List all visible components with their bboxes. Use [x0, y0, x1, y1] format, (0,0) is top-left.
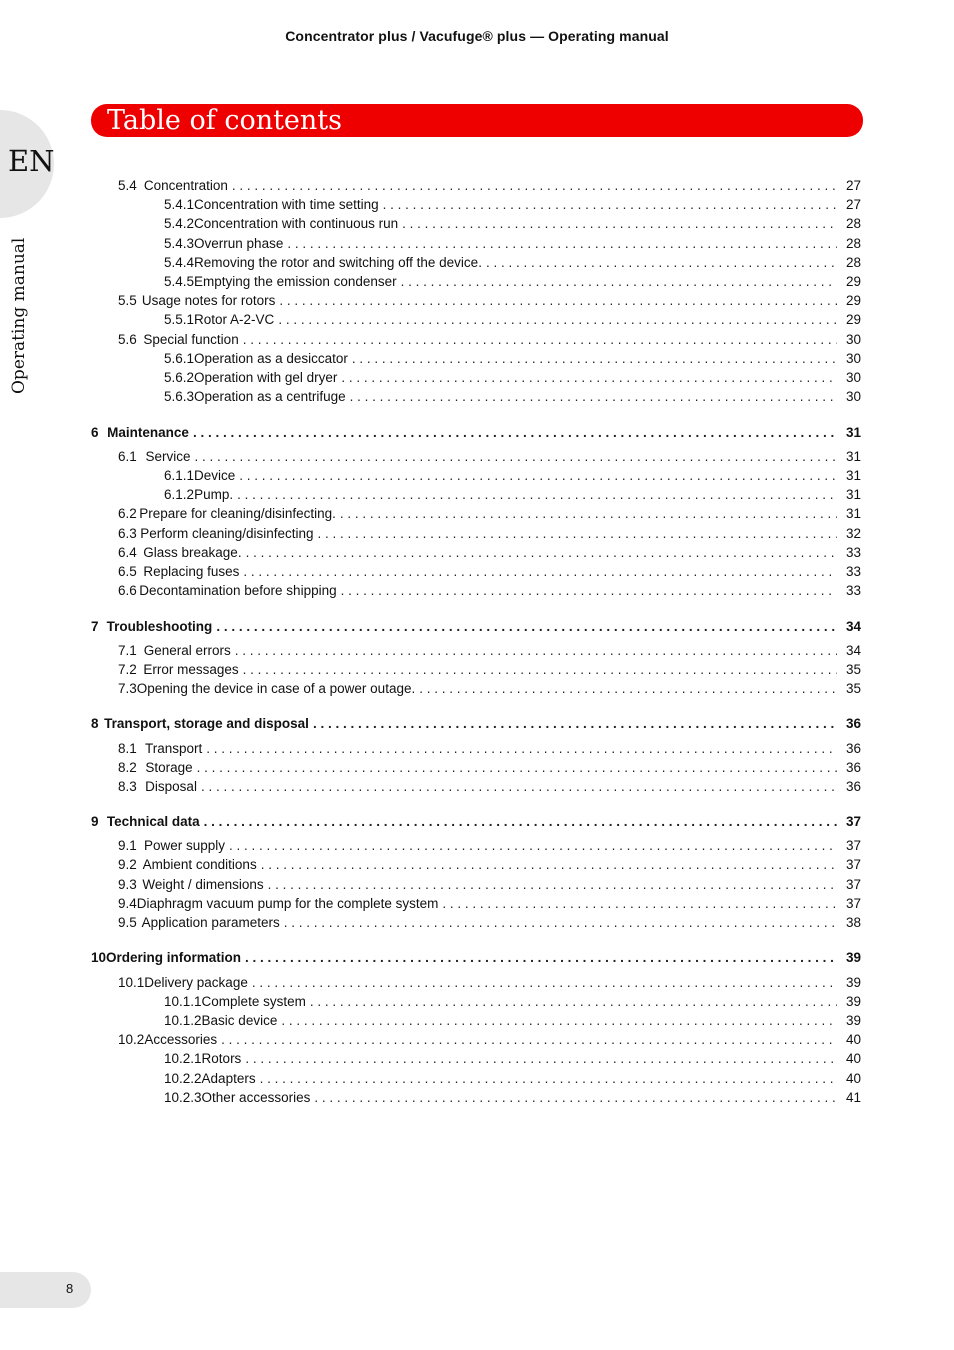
toc-entry-number: 5.4.1 [164, 197, 195, 212]
toc-entry[interactable] [164, 197, 861, 215]
toc-entry[interactable] [91, 425, 861, 443]
toc-entry[interactable] [118, 1032, 861, 1050]
toc-entry[interactable] [118, 293, 861, 311]
toc-entry-number: 10.1.1 [164, 994, 202, 1009]
dot-leader [260, 1071, 837, 1086]
toc-entry-number: 10.2.2 [164, 1071, 202, 1086]
toc-entry[interactable] [164, 255, 861, 273]
toc-entry-title: Operation as a desiccator [194, 351, 348, 366]
dot-leader [239, 468, 837, 483]
toc-entry-title: Device [194, 468, 236, 483]
toc-entry-number: 9.4 [118, 896, 137, 911]
dot-leader [287, 236, 837, 251]
toc-entry-page: 39 [845, 975, 861, 990]
toc-entry-page: 29 [845, 312, 861, 327]
dot-leader [279, 293, 837, 308]
toc-entry[interactable] [118, 975, 861, 993]
toc-entry-number: 10.1.2 [164, 1013, 202, 1028]
toc-entry-title: Operation with gel dryer [194, 370, 338, 385]
toc-entry-page: 30 [845, 389, 861, 404]
dot-leader [194, 449, 837, 464]
toc-entry-title: Overrun phase [194, 236, 284, 251]
toc-entry-title: Replacing fuses [143, 564, 240, 579]
dot-leader [252, 975, 837, 990]
dot-leader [268, 877, 837, 892]
dot-leader [193, 425, 837, 440]
toc-entry[interactable] [164, 389, 861, 407]
toc-entry-page: 33 [845, 564, 861, 579]
toc-entry-title: Glass breakage. [143, 545, 242, 560]
toc-entry-title: Power supply [143, 838, 226, 853]
toc-entry[interactable] [164, 1071, 861, 1089]
toc-entry[interactable] [118, 741, 861, 759]
toc-entry-page: 30 [845, 370, 861, 385]
dot-leader [313, 716, 837, 731]
toc-entry[interactable] [118, 583, 861, 601]
toc-entry-number: 5.4.5 [164, 274, 195, 289]
toc-entry-page: 36 [845, 760, 861, 775]
toc-entry-number: 5.5 [118, 293, 137, 308]
toc-entry[interactable] [118, 877, 861, 895]
toc-entry-number: 6.1.2 [164, 487, 195, 502]
toc-entry[interactable] [118, 857, 861, 875]
toc-entry-title: Weight / dimensions [142, 877, 264, 892]
toc-entry[interactable] [118, 896, 861, 914]
toc-entry-number: 8.3 [118, 779, 137, 794]
toc-entry-page: 33 [845, 545, 861, 560]
toc-entry-number: 8.2 [118, 760, 137, 775]
toc-entry-title: Accessories [144, 1032, 218, 1047]
toc-entry-page: 40 [845, 1071, 861, 1086]
dot-leader [243, 564, 837, 579]
toc-entry-page: 40 [845, 1032, 861, 1047]
toc-entry-page: 31 [845, 449, 861, 464]
toc-entry-page: 39 [845, 950, 861, 965]
dot-leader [243, 662, 837, 677]
toc-entry-number: 6.1 [118, 449, 137, 464]
toc-entry[interactable] [118, 332, 861, 350]
toc-entry[interactable] [118, 643, 861, 661]
dot-leader [340, 506, 837, 521]
toc-entry-title: Perform cleaning/disinfecting [140, 526, 314, 541]
toc-entry-number: 5.6.2 [164, 370, 195, 385]
toc-entry-number: 10.2.1 [164, 1051, 202, 1066]
toc-entry-number: 7.1 [118, 643, 137, 658]
running-header: Concentrator plus / Vacufuge® plus — Operating manual [285, 28, 669, 44]
toc-entry-title: Other accessories [201, 1090, 311, 1105]
toc-entry-number: 7.3 [118, 681, 137, 696]
toc-entry-title: Operation as a centrifuge [194, 389, 346, 404]
toc-entry[interactable] [164, 1051, 861, 1069]
toc-entry[interactable] [118, 681, 861, 699]
toc-entry-title: Disposal [145, 779, 197, 794]
toc-entry-page: 29 [845, 293, 861, 308]
toc-entry-page: 40 [845, 1051, 861, 1066]
title-banner [91, 104, 863, 137]
toc-entry-title: Application parameters [141, 915, 280, 930]
toc-entry-number: 5.6.3 [164, 389, 195, 404]
toc-entry-number: 9.3 [118, 877, 137, 892]
toc-entry-title: Rotors [201, 1051, 242, 1066]
toc-entry-page: 35 [845, 662, 861, 677]
toc-entry-title: Ambient conditions [142, 857, 257, 872]
dot-leader [197, 760, 837, 775]
toc-entry-page: 37 [845, 814, 861, 829]
dot-leader [235, 643, 837, 658]
toc-entry-number: 10 [91, 950, 107, 965]
toc-entry-title: Storage [145, 760, 193, 775]
dot-leader [237, 487, 837, 502]
dot-leader [383, 197, 837, 212]
toc-entry-number: 7.2 [118, 662, 137, 677]
toc-entry[interactable] [164, 487, 861, 505]
toc-entry-number: 10.2.3 [164, 1090, 202, 1105]
dot-leader [486, 255, 837, 270]
toc-entry[interactable] [118, 662, 861, 680]
toc-entry-title: Troubleshooting [106, 619, 213, 634]
toc-entry-title: Service [145, 449, 191, 464]
dot-leader [341, 370, 837, 385]
toc-entry-title: Diaphragm vacuum pump for the complete system [136, 896, 439, 911]
dot-leader [401, 274, 837, 289]
toc-entry-page: 28 [845, 216, 861, 231]
dot-leader [341, 583, 837, 598]
dot-leader [216, 619, 837, 634]
toc-entry[interactable] [118, 506, 861, 524]
dot-leader [352, 351, 837, 366]
toc-entry-page: 38 [845, 915, 861, 930]
toc-entry[interactable] [118, 760, 861, 778]
toc-entry[interactable] [91, 814, 861, 832]
dot-leader [402, 216, 837, 231]
section-side-label: Operating manual [9, 237, 29, 394]
toc-entry-number: 6 [91, 425, 99, 440]
dot-leader [221, 1032, 837, 1047]
toc-entry-title: Pump. [194, 487, 234, 502]
toc-entry-page: 36 [845, 779, 861, 794]
toc-entry[interactable] [118, 838, 861, 856]
toc-entry-page: 34 [845, 619, 861, 634]
toc-entry-page: 31 [845, 506, 861, 521]
toc-entry-title: Special function [143, 332, 239, 347]
toc-entry-page: 37 [845, 877, 861, 892]
toc-entry-number: 10.1 [118, 975, 145, 990]
dot-leader [232, 178, 837, 193]
dot-leader [350, 389, 837, 404]
toc-entry[interactable] [164, 1090, 861, 1108]
toc-entry-page: 35 [845, 681, 861, 696]
toc-entry-page: 32 [845, 526, 861, 541]
toc-entry[interactable] [118, 449, 861, 467]
toc-entry-title: Transport [144, 741, 203, 756]
toc-entry[interactable] [91, 619, 861, 637]
toc-entry-number: 5.6.1 [164, 351, 195, 366]
toc-entry[interactable] [118, 779, 861, 797]
toc-entry-page: 27 [845, 197, 861, 212]
toc-entry-page: 27 [845, 178, 861, 193]
toc-entry-number: 5.4 [118, 178, 137, 193]
toc-entry[interactable] [164, 274, 861, 292]
toc-entry[interactable] [164, 1013, 861, 1031]
toc-entry-number: 6.5 [118, 564, 137, 579]
toc-entry-number: 8.1 [118, 741, 137, 756]
toc-entry-number: 6.4 [118, 545, 137, 560]
toc-entry[interactable] [118, 178, 861, 196]
toc-entry-page: 29 [845, 274, 861, 289]
toc-entry-number: 6.1.1 [164, 468, 195, 483]
toc-entry-page: 41 [845, 1090, 861, 1105]
toc-entry-title: Opening the device in case of a power outage. [136, 681, 416, 696]
toc-entry-page: 30 [845, 332, 861, 347]
page-number-tab [0, 1272, 91, 1308]
toc-entry-number: 5.6 [118, 332, 137, 347]
toc-entry-title: Adapters [201, 1071, 256, 1086]
dot-leader [314, 1090, 837, 1105]
toc-entry-number: 6.3 [118, 526, 137, 541]
dot-leader [261, 857, 837, 872]
toc-entry-number: 10.2 [118, 1032, 145, 1047]
toc-entry-page: 28 [845, 255, 861, 270]
toc-entry-title: Basic device [201, 1013, 278, 1028]
toc-entry-number: 5.5.1 [164, 312, 195, 327]
toc-entry-page: 31 [845, 468, 861, 483]
toc-entry-title: Removing the rotor and switching off the device. [194, 255, 482, 270]
toc-entry-number: 7 [91, 619, 99, 634]
dot-leader [243, 332, 837, 347]
toc-entry-page: 37 [845, 896, 861, 911]
toc-entry-number: 5.4.3 [164, 236, 195, 251]
toc-entry-number: 5.4.4 [164, 255, 195, 270]
toc-entry-page: 37 [845, 838, 861, 853]
toc-entry-title: Concentration [143, 178, 228, 193]
toc-entry[interactable] [164, 994, 861, 1012]
toc-entry-page: 31 [845, 425, 861, 440]
toc-entry-title: Maintenance [107, 425, 189, 440]
toc-entry-title: Concentration with continuous run [194, 216, 399, 231]
toc-entry-number: 6.6 [118, 583, 137, 598]
toc-entry-title: Transport, storage and disposal [104, 716, 309, 731]
toc-entry-page: 34 [845, 643, 861, 658]
toc-entry-title: Emptying the emission condenser [194, 274, 397, 289]
toc-entry-page: 33 [845, 583, 861, 598]
dot-leader [246, 545, 837, 560]
dot-leader [245, 950, 837, 965]
toc-entry[interactable] [118, 545, 861, 563]
toc-entry-number: 5.4.2 [164, 216, 195, 231]
toc-entry-page: 30 [845, 351, 861, 366]
toc-entry-title: Delivery package [144, 975, 248, 990]
toc-entry-title: Complete system [201, 994, 306, 1009]
dot-leader [281, 1013, 837, 1028]
toc-entry-page: 36 [845, 741, 861, 756]
toc-entry[interactable] [164, 216, 861, 234]
dot-leader [278, 312, 837, 327]
toc-entry-number: 9.5 [118, 915, 137, 930]
page-title: Table of contents [107, 105, 343, 136]
toc-entry-title: Concentration with time setting [194, 197, 379, 212]
toc-entry[interactable] [164, 351, 861, 369]
toc-entry[interactable] [118, 526, 861, 544]
dot-leader [419, 681, 837, 696]
toc-entry-number: 9.1 [118, 838, 137, 853]
toc-entry[interactable] [91, 950, 861, 968]
dot-leader [245, 1051, 837, 1066]
toc-entry-page: 39 [845, 994, 861, 1009]
toc-entry-number: 8 [91, 716, 99, 731]
dot-leader [310, 994, 837, 1009]
toc-entry[interactable] [118, 564, 861, 582]
toc-entry-title: Decontamination before shipping [139, 583, 337, 598]
dot-leader [284, 915, 837, 930]
toc-entry-number: 9 [91, 814, 99, 829]
toc-entry-title: Technical data [106, 814, 200, 829]
toc-entry[interactable] [164, 468, 861, 486]
language-label: EN [8, 144, 55, 178]
toc-entry[interactable] [164, 312, 861, 330]
dot-leader [204, 814, 837, 829]
toc-entry-page: 31 [845, 487, 861, 502]
toc-entry-page: 39 [845, 1013, 861, 1028]
toc-entry-number: 6.2 [118, 506, 137, 521]
toc-entry-title: Usage notes for rotors [141, 293, 276, 308]
toc-entry-page: 36 [845, 716, 861, 731]
toc-entry[interactable] [118, 915, 861, 933]
toc-entry[interactable] [164, 370, 861, 388]
toc-entry-number: 9.2 [118, 857, 137, 872]
toc-entry-title: Rotor A-2-VC [194, 312, 275, 327]
toc-entry-title: Prepare for cleaning/disinfecting. [139, 506, 336, 521]
toc-entry-title: General errors [143, 643, 231, 658]
dot-leader [206, 741, 837, 756]
toc-entry-title: Error messages [143, 662, 239, 677]
dot-leader [442, 896, 837, 911]
toc-entry[interactable] [91, 716, 861, 734]
toc-entry-title: Ordering information [106, 950, 242, 965]
toc-entry-page: 37 [845, 857, 861, 872]
dot-leader [318, 526, 837, 541]
dot-leader [201, 779, 837, 794]
toc-entry[interactable] [164, 236, 861, 254]
page-number: 8 [66, 1281, 74, 1296]
toc-entry-page: 28 [845, 236, 861, 251]
dot-leader [229, 838, 837, 853]
